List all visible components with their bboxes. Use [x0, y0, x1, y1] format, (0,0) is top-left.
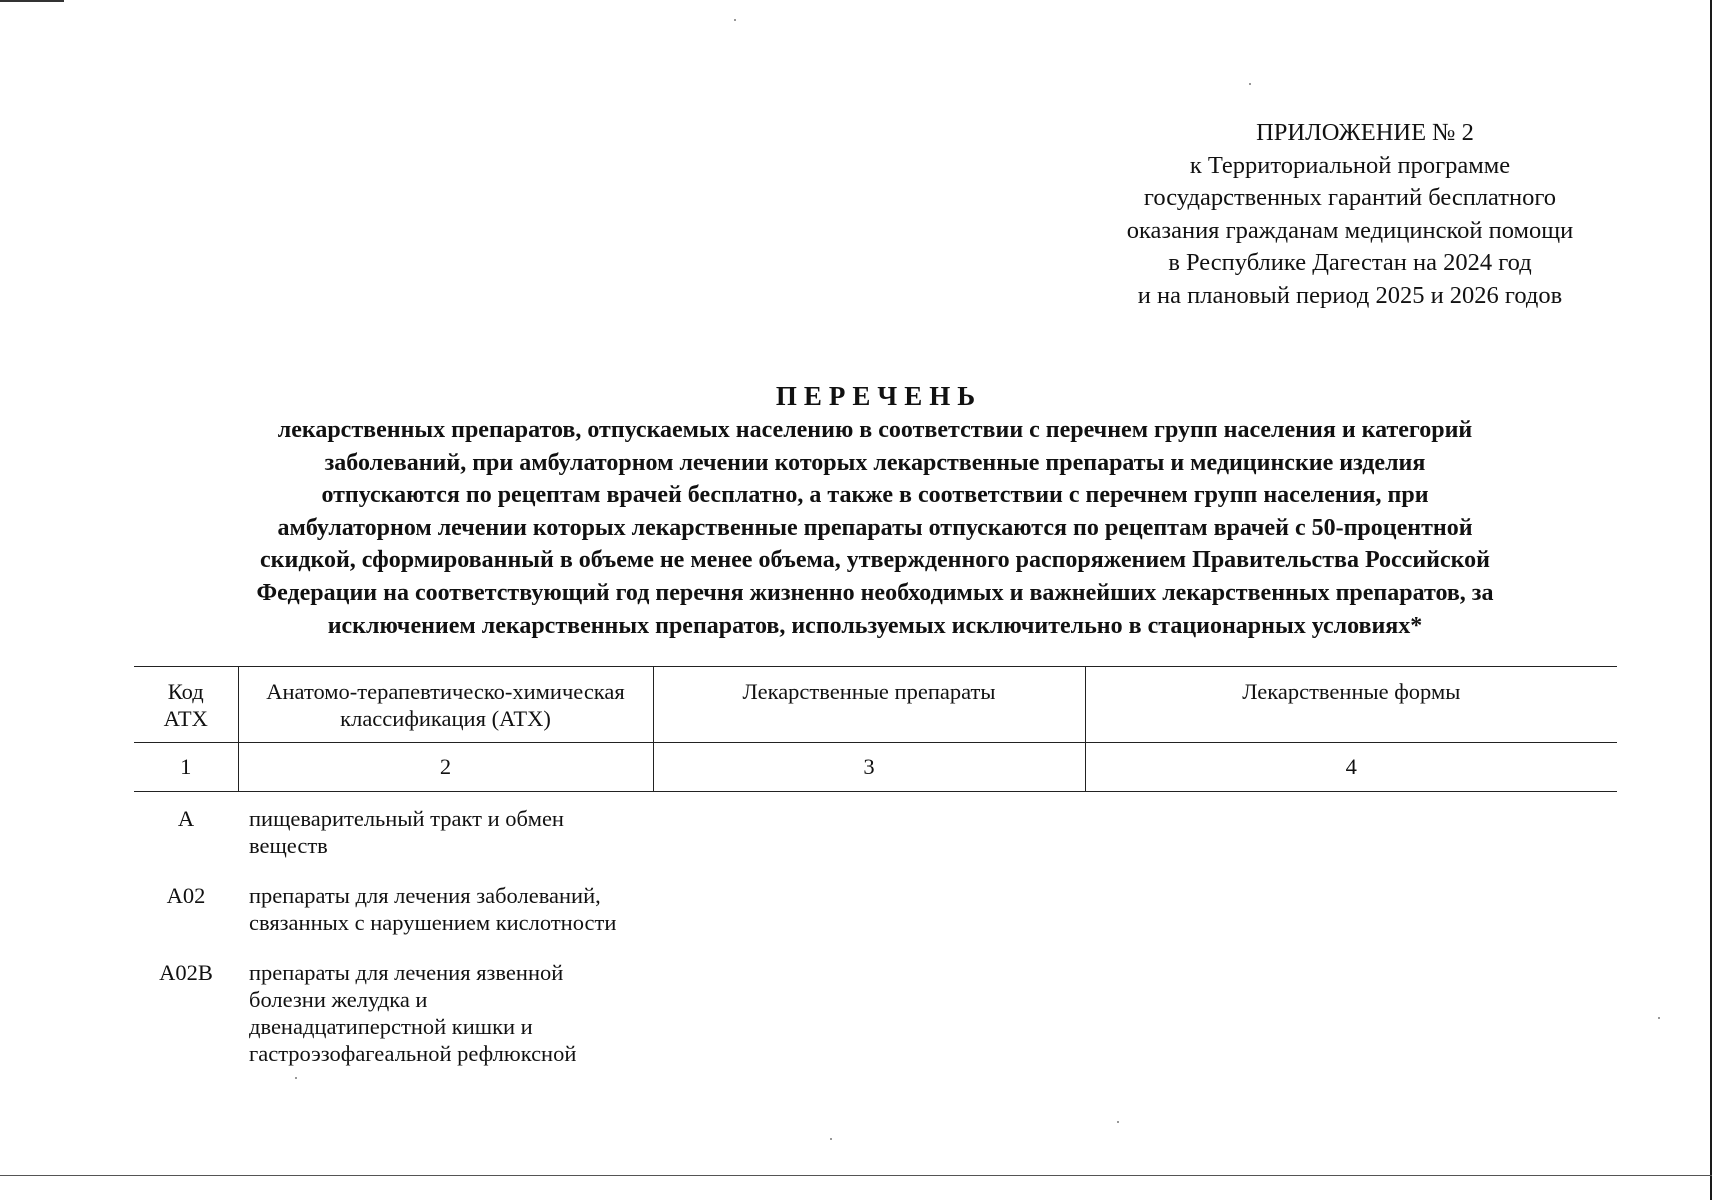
classification-line: пищеварительный тракт и обмен — [249, 806, 564, 831]
appendix-line: и на плановый период 2025 и 2026 годов — [1137, 281, 1563, 309]
header-line: Лекарственные формы — [1242, 679, 1461, 704]
appendix-line: оказания гражданам медицинской помощи — [1126, 216, 1574, 244]
classification-line: связанных с нарушением кислотности — [249, 910, 617, 935]
classification-line: препараты для лечения заболеваний, — [249, 883, 601, 908]
classification-line: гастроэзофагеальной рефлюксной — [249, 1041, 577, 1066]
scan-edge-bottom — [0, 1175, 1712, 1176]
atc-code: А — [177, 806, 195, 831]
scan-speck — [1658, 1017, 1660, 1019]
header-line: классификация (АТХ) — [340, 706, 551, 731]
column-header-atc-classification — [238, 667, 653, 743]
scan-speck — [734, 19, 736, 21]
column-header-atc-code — [134, 667, 238, 743]
scan-speck — [1249, 83, 1251, 85]
column-number: 3 — [653, 743, 1085, 792]
heading-line: Федерации на соответствующий год перечня жизненно необходимых и важнейших лекарственных препаратов, за — [256, 579, 1494, 606]
heading-line: отпускаются по рецептам врачей бесплатно, а также в соответствии с перечнем групп населения, при — [321, 482, 1429, 509]
appendix-line: к Территориальной программе — [1189, 151, 1511, 179]
column-header-drugs — [653, 667, 1085, 743]
header-line: Код — [167, 679, 204, 704]
heading-title: ПЕРЕЧЕНЬ — [775, 381, 983, 411]
scan-edge-top-left — [0, 0, 64, 2]
column-number: 4 — [1085, 743, 1617, 792]
heading-line: амбулаторном лечении которых лекарственные препараты отпускаются по рецептам врачей с 50-процентной — [277, 514, 1473, 541]
appendix-line: в Республике Дагестан на 2024 год — [1168, 249, 1532, 276]
atc-classification — [238, 805, 649, 859]
heading-line: заболеваний, при амбулаторном лечении которых лекарственные препараты и медицинские изделия — [324, 449, 1426, 476]
atc-code: А02В — [159, 960, 213, 985]
column-number: 2 — [238, 743, 653, 792]
document-heading — [110, 378, 1640, 642]
heading-line: скидкой, сформированный в объеме не менее объема, утвержденного распоряжением Правительства Российской — [260, 547, 1490, 574]
scan-speck — [830, 1138, 832, 1140]
classification-line: двенадцатиперстной кишки и — [249, 1014, 533, 1039]
atc-classification — [238, 959, 649, 1067]
classification-line: препараты для лечения язвенной — [249, 960, 564, 985]
header-line: АТХ — [163, 706, 208, 731]
appendix-line: государственных гарантий бесплатного — [1143, 184, 1557, 211]
table-row — [134, 959, 1617, 1067]
appendix-block — [1070, 117, 1630, 312]
table-row — [134, 882, 1617, 936]
classification-line: болезни желудка и — [249, 987, 428, 1012]
header-line: Лекарственные препараты — [742, 679, 996, 704]
heading-line: лекарственных препаратов, отпускаемых населению в соответствии с перечнем групп населения и категорий — [277, 417, 1473, 443]
classification-line: веществ — [249, 833, 328, 858]
atc-classification — [238, 882, 649, 936]
table-row — [134, 805, 1617, 859]
column-number: 1 — [134, 743, 238, 792]
drug-list-body — [134, 805, 1617, 1090]
drug-list-table-header — [134, 666, 1617, 792]
header-line: Анатомо-терапевтическо-химическая — [266, 679, 625, 704]
column-header-row — [134, 667, 1617, 743]
heading-line: исключением лекарственных препаратов, используемых исключительно в стационарных условиях* — [327, 612, 1423, 639]
column-number-row — [134, 743, 1617, 792]
column-header-dosage-forms — [1085, 667, 1617, 743]
atc-code: А02 — [166, 883, 206, 908]
scan-speck — [1117, 1121, 1119, 1123]
appendix-title: ПРИЛОЖЕНИЕ № 2 — [1256, 119, 1474, 146]
